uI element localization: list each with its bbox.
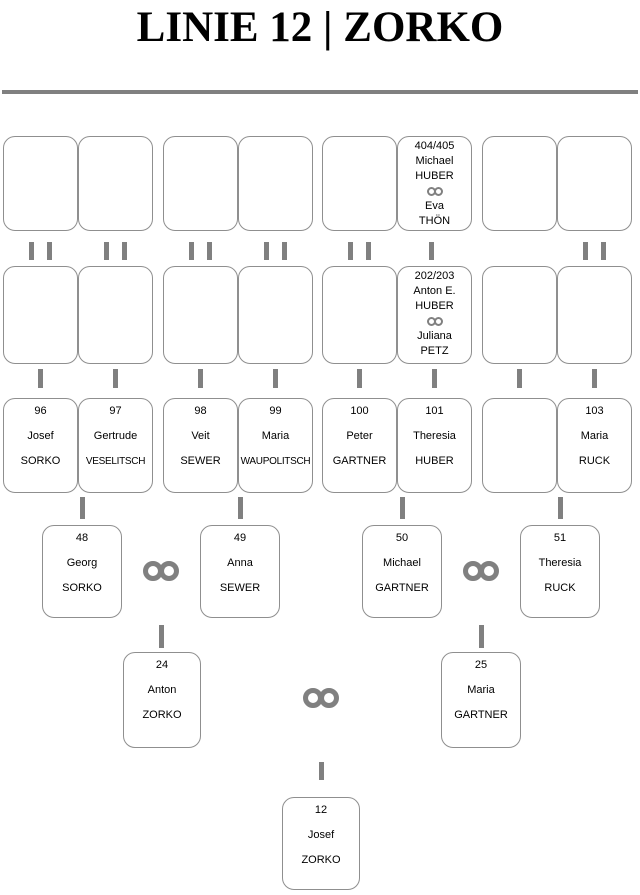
connector-line <box>38 369 43 388</box>
person-box-empty <box>3 136 78 231</box>
given-name: Maria <box>580 430 609 442</box>
connector-line <box>348 242 353 260</box>
given-name: Michael <box>383 557 421 569</box>
ahnentafel-number: 50 <box>395 532 409 544</box>
surname: WAUPOLITSCH <box>240 456 311 467</box>
surname: ZORKO <box>301 854 341 866</box>
connector-line <box>592 369 597 388</box>
connector-line <box>432 369 437 388</box>
connector-line <box>366 242 371 260</box>
connector-line <box>429 242 434 260</box>
given-name: Anton <box>147 684 177 696</box>
connector-line <box>583 242 588 260</box>
person-box-empty <box>557 266 632 364</box>
ahnentafel-number: 25 <box>474 659 488 671</box>
surname: GARTNER <box>375 582 429 594</box>
connector-line <box>104 242 109 260</box>
surname: ZORKO <box>142 709 182 721</box>
page-title: LINIE 12 | ZORKO <box>136 4 504 51</box>
given-name: Anton E. <box>413 285 456 297</box>
ahnentafel-number: 103 <box>585 405 604 417</box>
connector-line <box>29 242 34 260</box>
person-box-empty <box>78 136 153 231</box>
person-box-empty <box>163 136 238 231</box>
person-box-empty <box>238 266 313 364</box>
surname: RUCK <box>578 455 611 467</box>
connector-line <box>207 242 212 260</box>
person-box-49 <box>200 525 280 618</box>
person-box-24 <box>123 652 201 748</box>
connector-line <box>517 369 522 388</box>
marriage-line <box>398 184 471 199</box>
surname: RUCK <box>544 582 576 594</box>
ahnentafel-number: 48 <box>75 532 89 544</box>
person-box-98 <box>163 398 238 493</box>
ahnentafel-number: 100 <box>350 405 369 417</box>
surname: GARTNER <box>332 455 387 467</box>
couple-box-404-405 <box>397 136 472 231</box>
connector-line <box>357 369 362 388</box>
given-name: Maria <box>261 430 290 442</box>
ahnentafel-number: 99 <box>269 405 282 417</box>
person-box-99 <box>238 398 313 493</box>
surname: HUBER <box>415 300 454 312</box>
couple-box-202-203 <box>397 266 472 364</box>
person-box-100 <box>322 398 397 493</box>
ahnentafel-number: 24 <box>155 659 169 671</box>
given-name: Peter <box>346 430 373 442</box>
given-name: Michael <box>415 155 454 167</box>
marriage-infinity-icon <box>463 561 499 581</box>
marriage-infinity-icon <box>143 561 179 581</box>
connector-line <box>113 369 118 388</box>
person-box-empty <box>482 398 557 493</box>
given-name: Eva <box>425 200 444 212</box>
given-name: Veit <box>191 430 210 442</box>
surname: GARTNER <box>454 709 508 721</box>
connector-line <box>601 242 606 260</box>
person-box-empty <box>238 136 313 231</box>
connector-line <box>159 625 164 648</box>
ahnentafel-number: 51 <box>553 532 567 544</box>
connector-line <box>238 497 243 519</box>
surname: SORKO <box>62 582 102 594</box>
given-name: Gertrude <box>93 430 138 442</box>
given-name: Josef <box>27 430 54 442</box>
connector-line <box>558 497 563 519</box>
person-box-96 <box>3 398 78 493</box>
connector-line <box>319 762 324 780</box>
person-box-103 <box>557 398 632 493</box>
person-box-101 <box>397 398 472 493</box>
person-box-empty <box>78 266 153 364</box>
ahnentafel-number: 202/203 <box>414 270 455 282</box>
connector-line <box>282 242 287 260</box>
person-box-50 <box>362 525 442 618</box>
person-box-empty <box>3 266 78 364</box>
person-box-empty <box>482 136 557 231</box>
connector-line <box>479 625 484 648</box>
connector-line <box>264 242 269 260</box>
ahnentafel-number: 97 <box>109 405 122 417</box>
connector-line <box>400 497 405 519</box>
given-name: Anna <box>227 557 253 569</box>
surname: HUBER <box>415 170 454 182</box>
surname: HUBER <box>415 455 454 467</box>
ahnentafel-number: 101 <box>425 405 444 417</box>
person-box-97 <box>78 398 153 493</box>
given-name: Juliana <box>417 330 452 342</box>
divider <box>2 90 638 94</box>
ahnentafel-number: 49 <box>233 532 247 544</box>
connector-line <box>198 369 203 388</box>
given-name: Maria <box>467 684 495 696</box>
surname: PETZ <box>420 345 449 357</box>
surname: THÖN <box>418 215 451 227</box>
person-box-25 <box>441 652 521 748</box>
marriage-line <box>398 314 471 329</box>
marriage-infinity-icon <box>427 187 443 196</box>
surname: SEWER <box>180 455 221 467</box>
connector-line <box>273 369 278 388</box>
given-name: Theresia <box>538 557 582 569</box>
person-box-12 <box>282 797 360 890</box>
connector-line <box>80 497 85 519</box>
person-box-empty <box>322 136 397 231</box>
marriage-infinity-icon <box>427 317 443 326</box>
connector-line <box>47 242 52 260</box>
ahnentafel-number: 12 <box>314 804 328 816</box>
person-box-48 <box>42 525 122 618</box>
person-box-empty <box>322 266 397 364</box>
given-name: Theresia <box>413 430 456 442</box>
connector-line <box>189 242 194 260</box>
marriage-infinity-icon <box>303 688 339 708</box>
person-box-empty <box>557 136 632 231</box>
given-name: Josef <box>307 829 335 841</box>
ahnentafel-number: 404/405 <box>414 140 455 152</box>
surname: SEWER <box>219 582 261 594</box>
person-box-empty <box>482 266 557 364</box>
person-box-51 <box>520 525 600 618</box>
person-box-empty <box>163 266 238 364</box>
surname: VESELITSCH <box>85 456 146 467</box>
ahnentafel-number: 96 <box>34 405 47 417</box>
ahnentafel-number: 98 <box>194 405 207 417</box>
surname: SORKO <box>20 455 61 467</box>
given-name: Georg <box>66 557 98 569</box>
connector-line <box>122 242 127 260</box>
